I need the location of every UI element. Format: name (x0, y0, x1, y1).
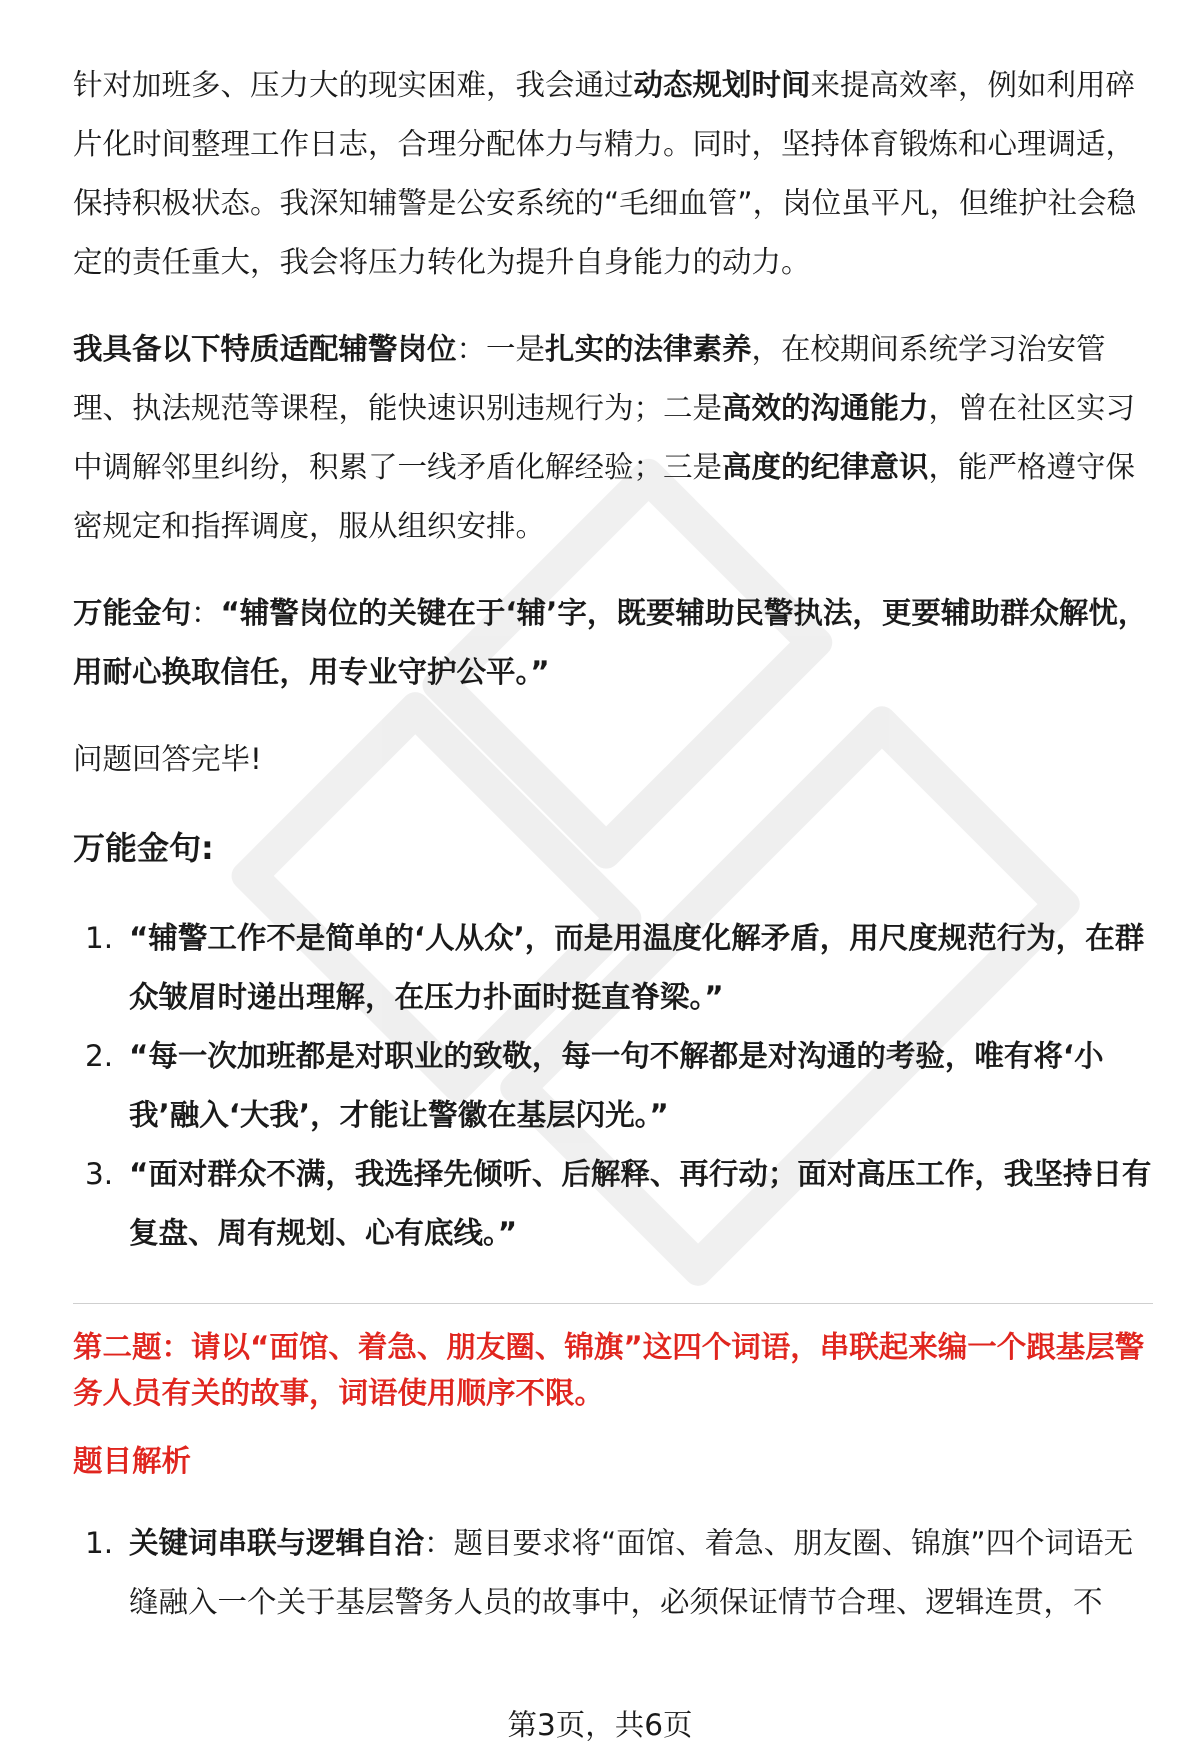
text: ，在校期间系统学习治安管理、执法规范等课程，能快速识别违规行为；二是 (73, 332, 1106, 425)
text: 针对加班多、压力大的现实困难，我会通过 (73, 68, 634, 102)
text: ，曾在社区实习中调解邻里纠纷，积累了一线矛盾化解经验；三是 (73, 391, 1136, 484)
list-text: “每一次加班都是对职业的致敬，每一句不解都是对沟通的考验，唯有将‘小我’融入‘大我’，才能让警徽在基层闪光。” (129, 1039, 1104, 1132)
analysis-list (73, 1514, 1153, 1632)
paragraph-answer-end: 问题回答完毕! (73, 742, 262, 776)
list-text: ：题目要求将“面馆、着急、朋友圈、锦旗”四个词语无缝融入一个关于基层警务人员的故事中，必须保证情节合理、逻辑连贯，不 (129, 1526, 1134, 1619)
list-item (73, 1514, 1153, 1632)
list-item (73, 909, 1153, 1027)
list-text: “面对群众不满，我选择先倾听、后解释、再行动；面对高压工作，我坚持日有复盘、周有规划、心有底线。” (129, 1157, 1152, 1250)
list-number: 3. (85, 1157, 114, 1191)
emphasis: 关键词串联与逻辑自洽 (129, 1526, 425, 1560)
emphasis: 扎实的法律素养 (545, 332, 752, 366)
list-number: 2. (85, 1039, 114, 1073)
list-number: 1. (85, 1526, 114, 1560)
list-number: 1. (85, 921, 114, 955)
emphasis: 我具备以下特质适配辅警岗位 (73, 332, 457, 366)
analysis-title: 题目解析 (73, 1444, 192, 1478)
emphasis: 动态规划时间 (633, 68, 811, 102)
paragraph-qualities (73, 320, 1153, 556)
emphasis: “辅警岗位的关键在于‘辅’字，既要辅助民警执法，更要辅助群众解忧，用耐心换取信任，用专业守护公平。” (73, 596, 1148, 689)
question-2: 第二题：请以“面馆、着急、朋友圈、锦旗”这四个词语，串联起来编一个跟基层警务人员有关的故事，词语使用顺序不限。 (73, 1330, 1145, 1410)
list-item (73, 1027, 1153, 1145)
text: ，能严格遵守保密规定和指挥调度，服从组织安排。 (73, 450, 1136, 543)
paragraph-golden-sentence (73, 584, 1153, 702)
text: 来提高效率，例如利用碎片化时间整理工作日志，合理分配体力与精力。同时，坚持体育锻炼和心理调适，保持积极状态。我深知辅警是公安系统的“毛细血管”，岗位虽平凡，但维护社会稳定的责任重大，我会将压力转化为提升自身能力的动力。 (73, 68, 1137, 279)
list-text: “辅警工作不是简单的‘人从众’，而是用温度化解矛盾，用尺度规范行为，在群众皱眉时递出理解，在压力扑面时挺直脊梁。” (129, 921, 1145, 1014)
emphasis: 高效的沟通能力 (722, 391, 929, 425)
page-footer: 第3页，共6页 (507, 1708, 693, 1742)
text: ： (191, 596, 221, 630)
emphasis: 高度的纪律意识 (722, 450, 929, 484)
text: ：一是 (456, 332, 546, 366)
paragraph-pressure (73, 56, 1153, 292)
list-item (73, 1145, 1153, 1263)
document-page (73, 56, 1153, 1632)
emphasis: 万能金句 (73, 596, 192, 630)
section-heading: 万能金句: (73, 829, 214, 867)
golden-sentence-list (73, 909, 1153, 1263)
